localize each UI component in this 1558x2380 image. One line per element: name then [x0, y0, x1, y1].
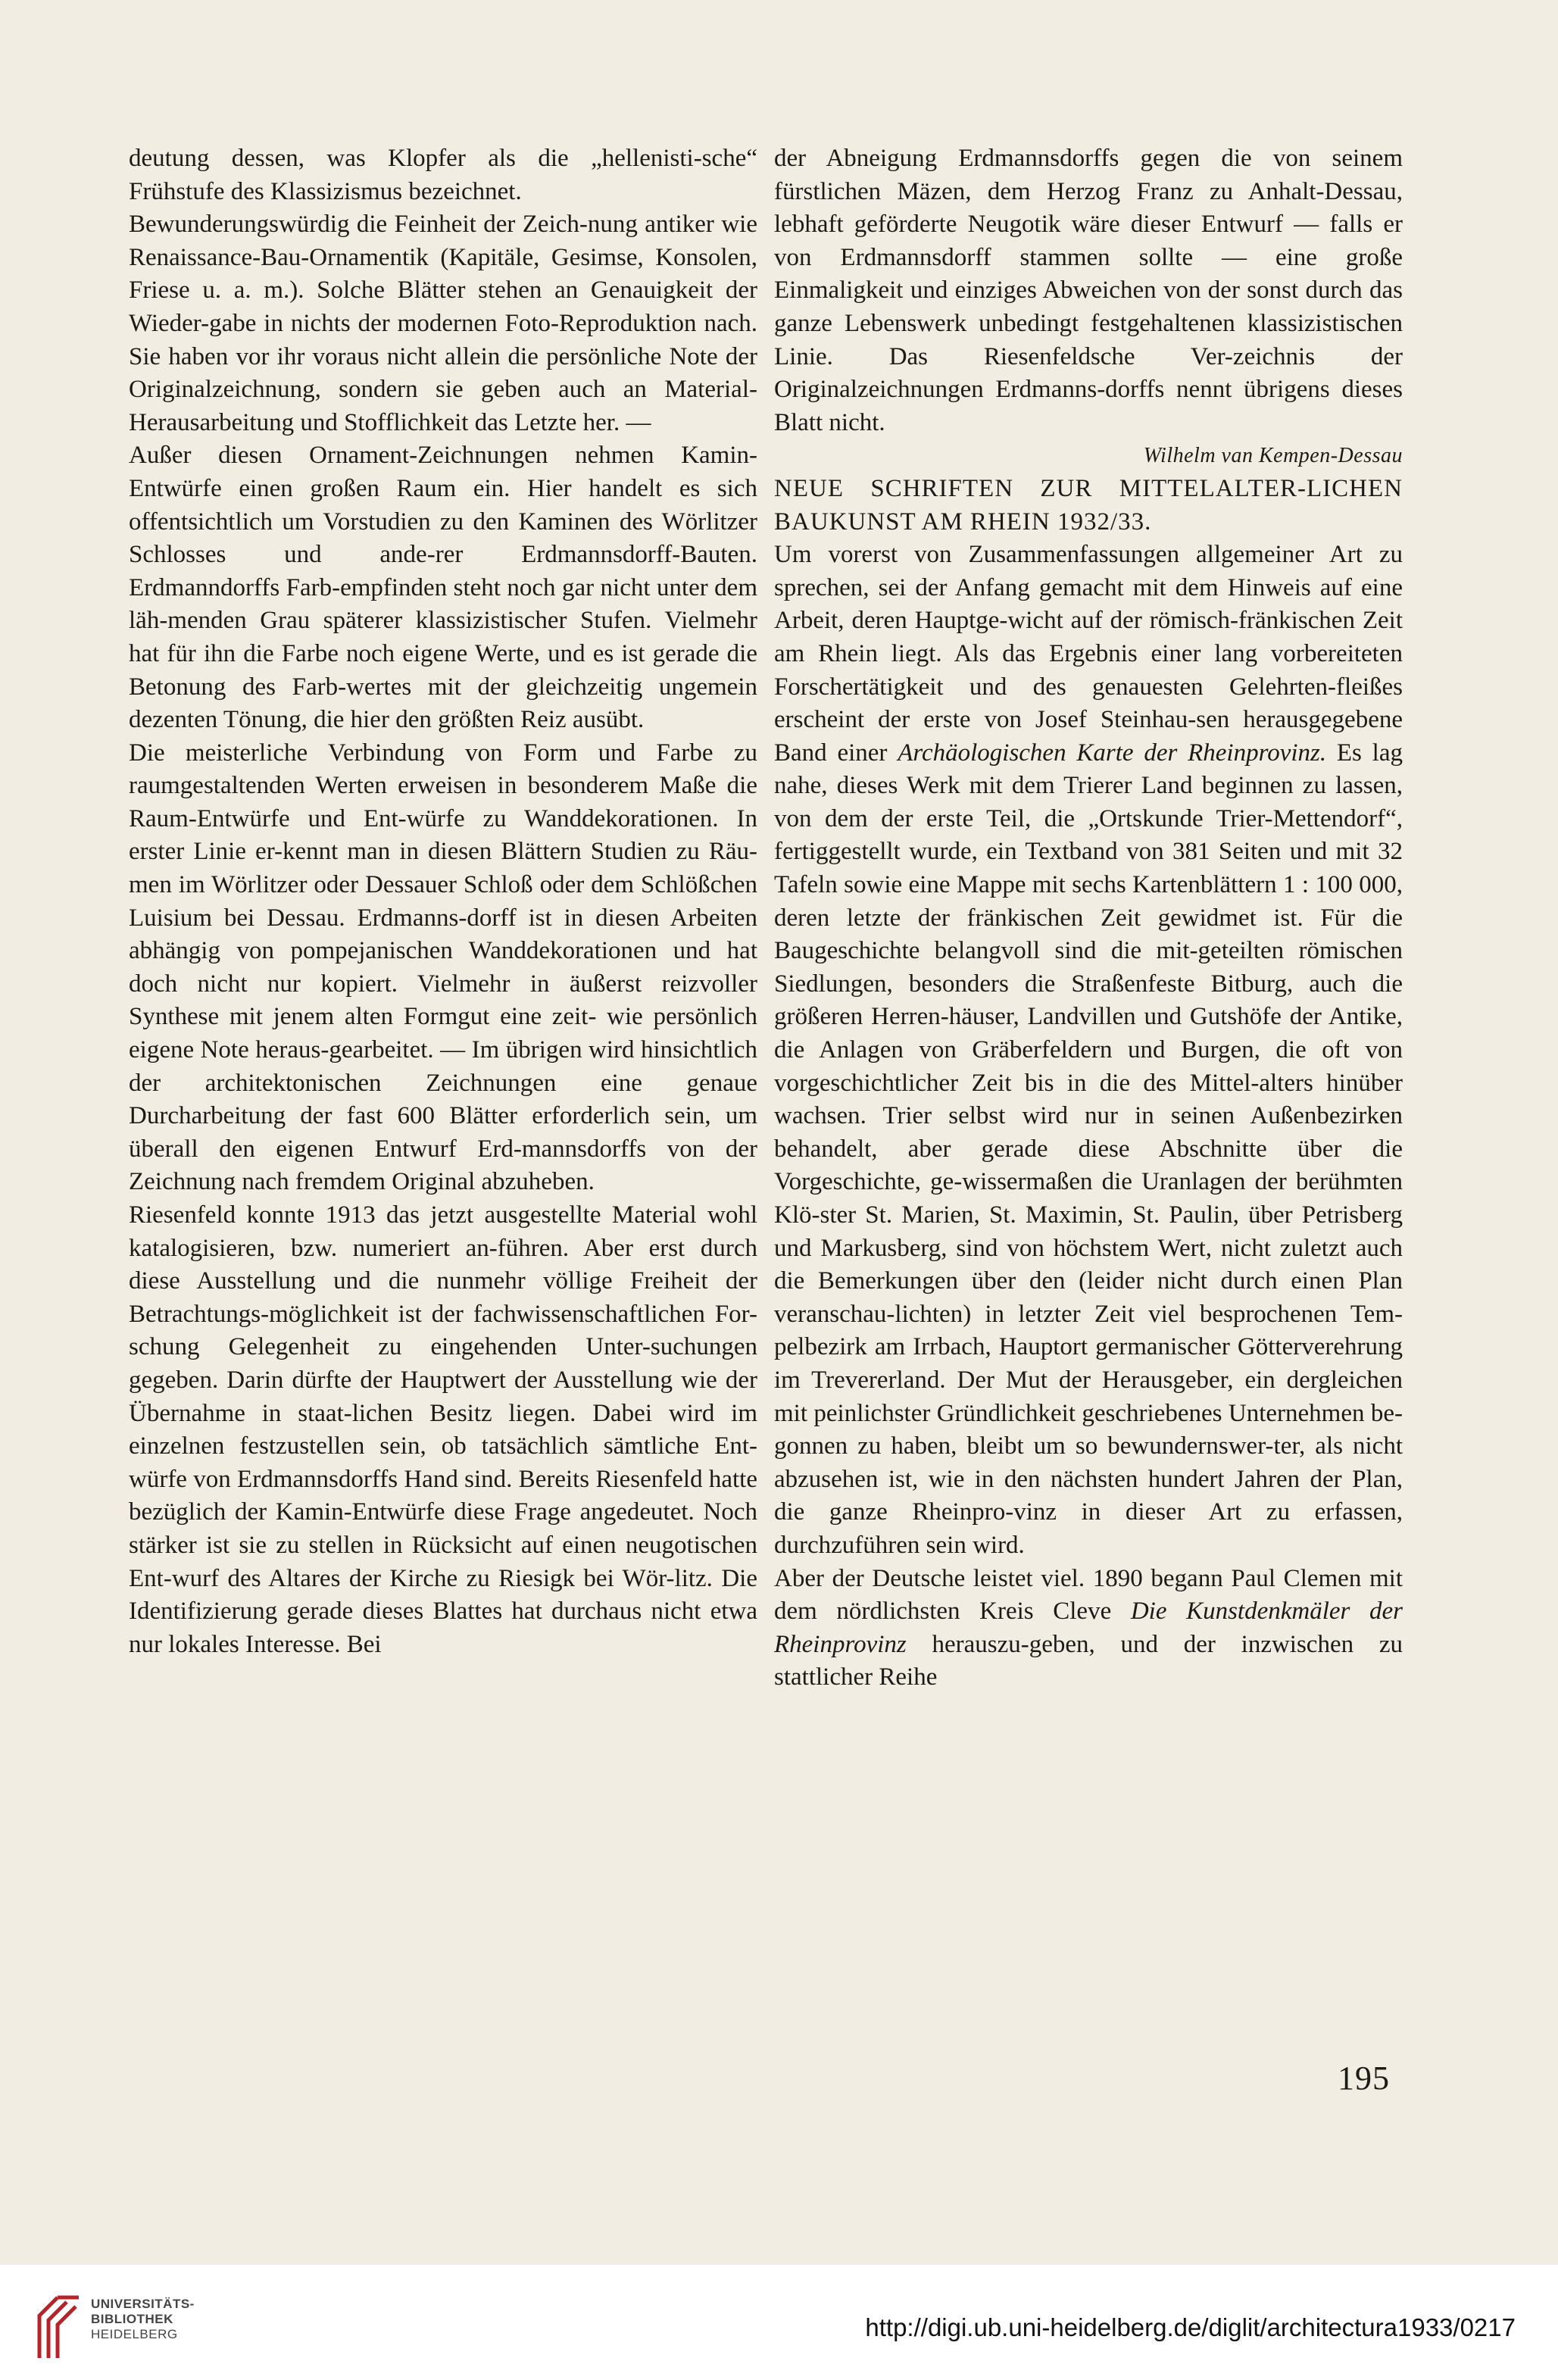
source-url-link[interactable]: http://digi.ub.uni-heidelberg.de/diglit/architectura1933/0217 [865, 2313, 1516, 2341]
paragraph: Außer diesen Ornament-Zeichnungen nehmen Kamin-Entwürfe einen großen Raum ein. Hier handelt es sich offentsichtlich um Vorstudien zu den Kaminen des Wörlitzer Schlosses und ande-rer Erdmannsdorff-Bauten. Erdmanndorffs Farb-empfinden steht noch gar nicht unter dem läh-menden Grau späterer klassizistischer Stufen. Vielmehr hat für ihn die Farbe noch eigene Werte, und es ist gerade die Betonung des Farb-wertes mit der gleichzeitig ungemein dezenten Tönung, die hier den größten Reiz ausübt. [129, 442, 757, 734]
section-heading: NEUE SCHRIFTEN ZUR MITTELALTER-LICHEN BAUKUNST AM RHEIN 1932/33. [774, 474, 1403, 536]
library-name-line: HEIDELBERG [91, 2327, 178, 2341]
right-text-column [774, 142, 1403, 1694]
paragraph [774, 1563, 1403, 1694]
book-title: Archäologischen Karte der Rheinprovinz. [898, 739, 1327, 767]
paragraph-text: Aber der Deutsche leistet viel. 1890 begann Paul Clemen mit dem nördlichsten Kreis Cleve [774, 1564, 1403, 1626]
library-name-line: UNIVERSITÄTS- [91, 2297, 195, 2311]
paragraph: der Abneigung Erdmannsdorffs gegen die von seinem fürstlichen Mäzen, dem Herzog Franz zu Anhalt-Dessau, lebhaft geförderte Neugotik wäre dieser Entwurf — falls er von Erdmannsdorff stammen sollte — eine große Einmaligkeit und einziges Abweichen von der sonst durch das ganze Lebenswerk unbedingt festgehaltenen klassizistischen Linie. Das Riesenfeldsche Ver-zeichnis der Originalzeichnungen Erdmanns-dorffs nennt übrigens dieses Blatt nicht. [774, 145, 1403, 436]
library-name-line: BIBLIOTHEK [91, 2312, 173, 2326]
paragraph-text: Es lag nahe, dieses Werk mit dem Trierer Land beginnen zu lassen, von dem der erste Teil, die „Ortskunde Trier-Mettendorf“, fertiggestellt wurde, ein Textband von 381 Seiten und mit 32 Tafeln sowie eine Mappe mit sechs Kartenblättern 1 : 100 000, deren letzte der fränkischen Zeit gewidmet ist. Für die Baugeschichte belangvoll sind die mit-geteilten römischen Siedlungen, besonders die Straßenfeste Bitburg, auch die größeren Herren-häuser, Landvillen und Gutshöfe der Antike, die Anlagen von Gräberfeldern und Burgen, die oft von vorgeschichtlicher Zeit bis in die des Mittel-alters hinüber wachsen. Trier selbst wird nur in seinen Außenbezirken behandelt, aber gerade diese Abschnitte über die Vorgeschichte, ge-wissermaßen die Uranlagen der berühmten Klö-ster St. Marien, St. Maximin, St. Paulin, über Petrisberg und Markusberg, sind von höchstem Wert, nicht zuletzt auch die Bemerkungen über den (leider nicht durch einen Plan veranschau-lichten) in letzter Zeit viel besprochenen Tem-pelbezirk am Irrbach, Hauptort germanischer Götterverehrung im Trevererland. Der Mut der Herausgeber, ein dergleichen mit peinlichster Gründlichkeit geschriebenes Unternehmen be-gonnen zu haben, bleibt um so bewundernswer-ter, als nicht abzusehen ist, wie in den nächsten hundert Jahren der Plan, die ganze Rheinpro-vinz in dieser Art zu erfassen, durchzuführen sein wird. [774, 739, 1403, 1559]
paragraph [774, 539, 1403, 1562]
library-logo-icon [35, 2285, 83, 2361]
author-signature: Wilhelm van Kempen-Dessau [1143, 444, 1403, 468]
paragraph: Bewunderungswürdig die Feinheit der Zeich-nung antiker wie Renaissance-Bau-Ornamentik (Kapitäle, Gesimse, Konsolen, Friese u. a. m.). Solche Blätter stehen an Genauigkeit der Wieder-gabe in nichts der modernen Foto-Reproduktion nach. Sie haben vor ihr voraus nicht allein die persönliche Note der Originalzeichnung, sondern sie geben auch an Material-Herausarbeitung und Stofflichkeit das Letzte her. — [129, 211, 757, 436]
page-number: 195 [1338, 2060, 1390, 2097]
paragraph-text: Um vorerst von Zusammenfassungen allgemeiner Art zu sprechen, sei der Anfang gemacht mit dem Hinweis auf eine Arbeit, deren Hauptge-wicht auf der römisch-fränkischen Zeit am Rhein liegt. Als das Ergebnis einer lang vorbereiteten Forschertätigkeit und des genauesten Gelehrten-fleißes erscheint der erste von Josef Steinhau-sen herausgegebene Band einer [774, 541, 1403, 767]
book-title: Die Kunstdenkmäler der Rheinprovinz [774, 1598, 1403, 1658]
paragraph: deutung dessen, was Klopfer als die „hellenisti-sche“ Frühstufe des Klassizismus bezeichnet. [129, 145, 757, 205]
paragraph-text: herauszu-geben, und der inzwischen zu stattlicher Reihe [774, 1630, 1403, 1691]
library-name [91, 2297, 195, 2342]
paragraph: Die meisterliche Verbindung von Form und Farbe zu raumgestaltenden Werten erweisen in besonderem Maße die Raum-Entwürfe und Ent-würfe zu Wanddekorationen. In erster Linie er-kennt man in diesen Blättern Studien zu Räu-men im Wörlitzer oder Dessauer Schloß oder dem Schlößchen Luisium bei Dessau. Erdmanns-dorff ist in diesen Arbeiten abhängig von pompejanischen Wanddekorationen und hat doch nicht nur kopiert. Vielmehr in äußerst reizvoller Synthese mit jenem alten Formgut eine zeit- wie persönlich eigene Note heraus-gearbeitet. — Im übrigen wird hinsichtlich der architektonischen Zeichnungen eine genaue Durcharbeitung der fast 600 Blätter erforderlich sein, um überall den eigenen Entwurf Erd-mannsdorffs von der Zeichnung nach fremdem Original abzuheben. [129, 739, 757, 1196]
paragraph: Riesenfeld konnte 1913 das jetzt ausgestellte Material wohl katalogisieren, bzw. numeriert an-führen. Aber erst durch diese Ausstellung und die nunmehr völlige Freiheit der Betrachtungs-möglichkeit ist der fachwissenschaftlichen For-schung Gelegenheit zu eingehenden Unter-suchungen gegeben. Darin dürfte der Hauptwert der Ausstellung wie der Übernahme in staat-lichen Besitz liegen. Dabei wird im einzelnen festzustellen sein, ob tatsächlich sämtliche Ent-würfe von Erdmannsdorffs Hand sind. Bereits Riesenfeld hatte bezüglich der Kamin-Entwürfe diese Frage angedeutet. Noch stärker ist sie zu stellen in Rücksicht auf einen neugotischen Ent-wurf des Altares der Kirche zu Riesigk bei Wör-litz. Die Identifizierung gerade dieses Blattes hat durchaus nicht etwa nur lokales Interesse. Bei [129, 1201, 757, 1658]
left-text-column [129, 142, 757, 1661]
